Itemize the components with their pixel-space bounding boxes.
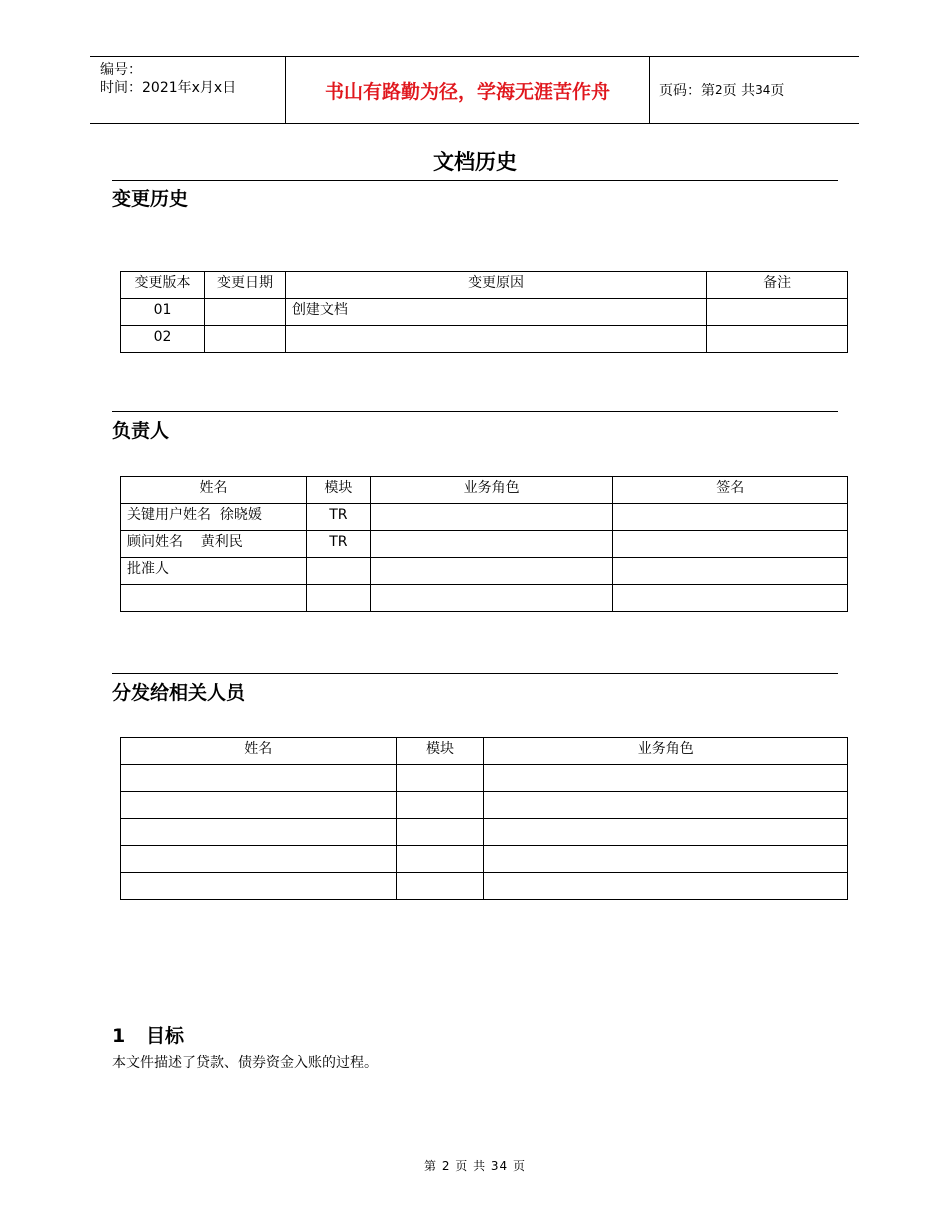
page-suffix: 页 bbox=[770, 83, 785, 99]
goal-heading bbox=[112, 1021, 184, 1048]
change-history-heading: 变更历史 bbox=[112, 188, 189, 210]
table-cell bbox=[396, 873, 484, 900]
table-cell bbox=[396, 765, 484, 792]
change-history-table bbox=[120, 271, 848, 353]
table-cell bbox=[285, 326, 706, 353]
table-cell: 顾问姓名 黄利民 bbox=[121, 531, 307, 558]
table-cell bbox=[396, 846, 484, 873]
distribution-heading: 分发给相关人员 bbox=[112, 682, 246, 704]
table-cell bbox=[370, 531, 613, 558]
page-prefix: 页码：第 bbox=[659, 83, 715, 99]
column-header: 模块 bbox=[306, 477, 370, 504]
section-rule bbox=[112, 180, 838, 181]
table-cell bbox=[204, 299, 285, 326]
column-header: 姓名 bbox=[121, 738, 397, 765]
column-header: 签名 bbox=[613, 477, 848, 504]
table-cell: 02 bbox=[121, 326, 205, 353]
page-total: 34 bbox=[755, 83, 771, 97]
table-cell bbox=[306, 558, 370, 585]
page-footer: 第 2 页 共 34 页 bbox=[424, 1159, 526, 1173]
section-rule bbox=[112, 411, 838, 412]
table-header-row bbox=[121, 738, 848, 765]
owners-heading: 负责人 bbox=[112, 420, 170, 442]
table-cell: 批准人 bbox=[121, 558, 307, 585]
goal-number: 1 bbox=[112, 1025, 126, 1047]
table-row bbox=[121, 819, 848, 846]
table-header-row bbox=[121, 477, 848, 504]
table-cell bbox=[121, 765, 397, 792]
column-header: 变更日期 bbox=[204, 272, 285, 299]
table-cell: TR bbox=[306, 531, 370, 558]
table-cell bbox=[204, 326, 285, 353]
header-divider bbox=[649, 57, 650, 123]
table-cell bbox=[484, 846, 848, 873]
column-header: 模块 bbox=[396, 738, 484, 765]
table-cell bbox=[707, 326, 848, 353]
table-row bbox=[121, 792, 848, 819]
owners-table bbox=[120, 476, 848, 612]
table-cell bbox=[121, 873, 397, 900]
table-row bbox=[121, 585, 848, 612]
column-header: 变更版本 bbox=[121, 272, 205, 299]
table-row bbox=[121, 299, 848, 326]
table-cell bbox=[484, 792, 848, 819]
page-header bbox=[90, 56, 859, 124]
table-cell bbox=[121, 792, 397, 819]
document-title: 文档历史 bbox=[433, 150, 517, 174]
distribution-table bbox=[120, 737, 848, 900]
section-rule bbox=[112, 673, 838, 674]
table-cell bbox=[396, 792, 484, 819]
table-cell bbox=[121, 585, 307, 612]
table-row bbox=[121, 765, 848, 792]
header-meta bbox=[100, 61, 236, 97]
number-label: 编号： bbox=[100, 62, 142, 78]
table-cell bbox=[613, 558, 848, 585]
goal-title: 目标 bbox=[146, 1025, 185, 1047]
table-cell bbox=[484, 873, 848, 900]
table-cell bbox=[370, 558, 613, 585]
table-row bbox=[121, 558, 848, 585]
table-cell bbox=[306, 585, 370, 612]
table-cell bbox=[707, 299, 848, 326]
table-row bbox=[121, 846, 848, 873]
table-cell bbox=[613, 531, 848, 558]
table-cell: 创建文档 bbox=[285, 299, 706, 326]
table-cell bbox=[121, 846, 397, 873]
table-cell bbox=[613, 585, 848, 612]
goal-text: 本文件描述了贷款、债券资金入账的过程。 bbox=[112, 1055, 378, 1071]
table-row bbox=[121, 326, 848, 353]
time-label: 时间：2021年x月x日 bbox=[100, 80, 237, 96]
page-mid: 页 共 bbox=[722, 83, 756, 99]
table-row bbox=[121, 873, 848, 900]
column-header: 业务角色 bbox=[484, 738, 848, 765]
table-cell bbox=[396, 819, 484, 846]
table-header-row bbox=[121, 272, 848, 299]
column-header: 备注 bbox=[707, 272, 848, 299]
table-cell bbox=[484, 765, 848, 792]
header-motto: 书山有路勤为径，学海无涯苦作舟 bbox=[324, 80, 610, 103]
table-cell: 01 bbox=[121, 299, 205, 326]
column-header: 变更原因 bbox=[285, 272, 706, 299]
table-row bbox=[121, 531, 848, 558]
table-cell bbox=[484, 819, 848, 846]
table-cell bbox=[370, 504, 613, 531]
table-cell: 关键用户姓名 徐晓媛 bbox=[121, 504, 307, 531]
table-cell bbox=[370, 585, 613, 612]
table-row bbox=[121, 504, 848, 531]
table-cell bbox=[121, 819, 397, 846]
page-number: 2 bbox=[715, 83, 723, 97]
column-header: 业务角色 bbox=[370, 477, 613, 504]
column-header: 姓名 bbox=[121, 477, 307, 504]
table-cell bbox=[613, 504, 848, 531]
header-page-info bbox=[659, 57, 784, 123]
table-cell: TR bbox=[306, 504, 370, 531]
